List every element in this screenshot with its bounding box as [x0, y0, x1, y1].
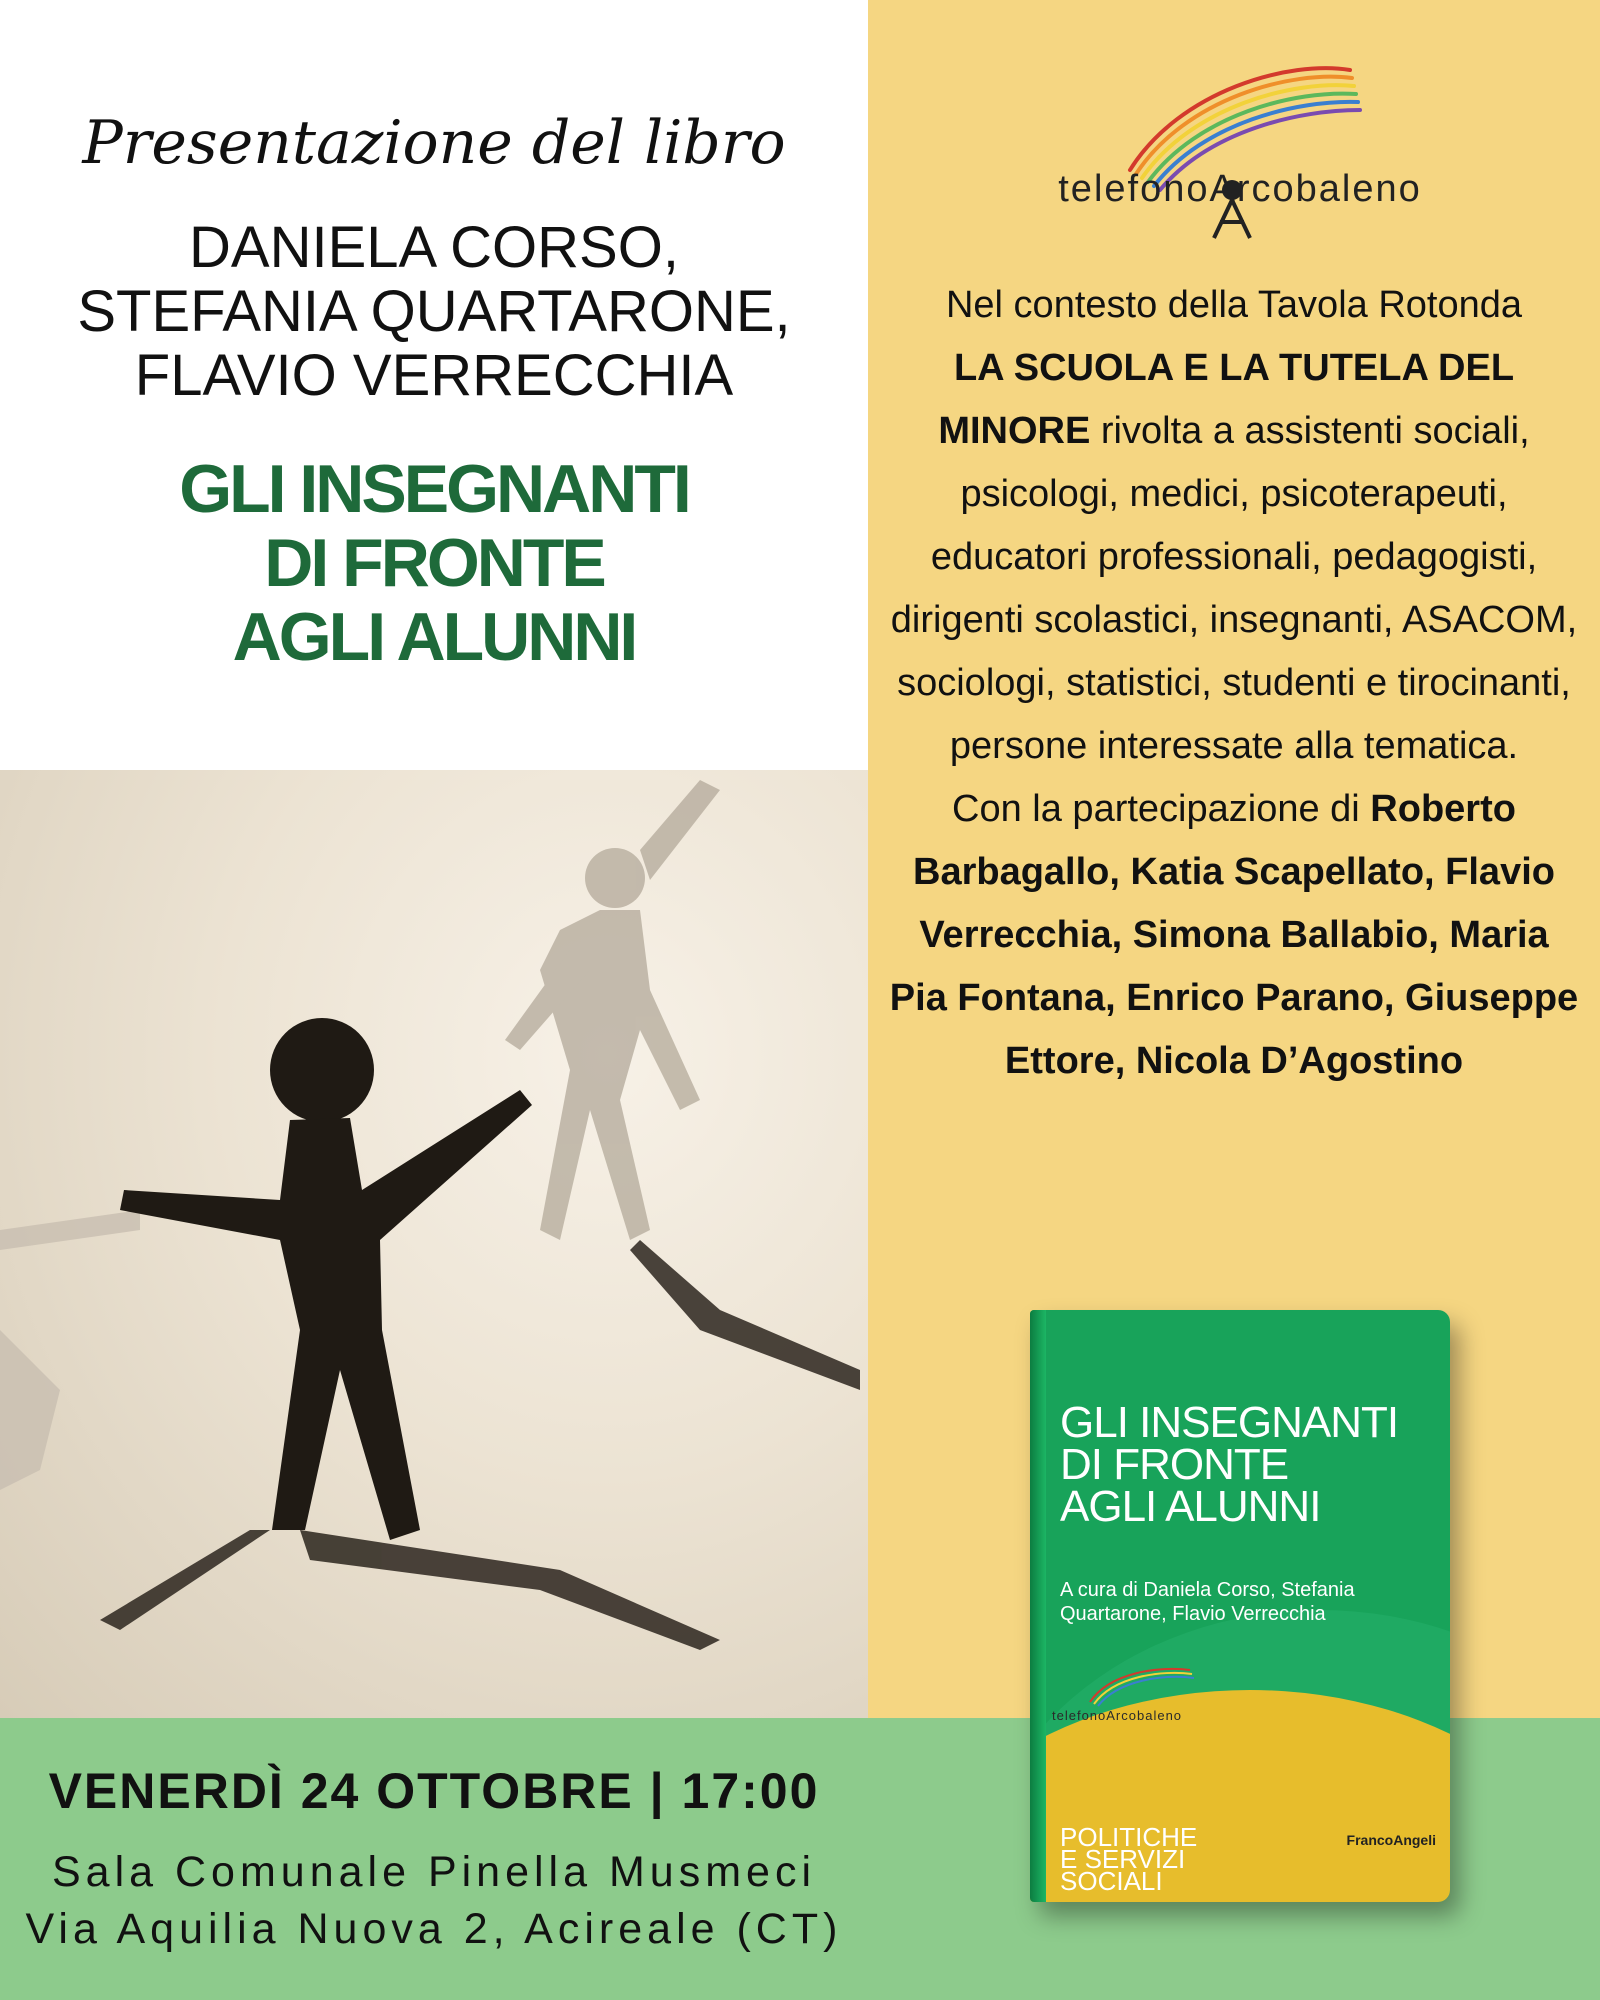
book-cover-title-line: DI FRONTE [1060, 1440, 1289, 1489]
book-cover-title [1060, 1398, 1440, 1531]
author-line: FLAVIO VERRECCHIA [134, 343, 734, 408]
venue-name: Sala Comunale Pinella Musmeci [51, 1848, 816, 1896]
book-cover-title-line: AGLI ALUNNI [1060, 1482, 1321, 1531]
presentation-subtitle: Presentazione del libro [82, 108, 786, 178]
book-cover-publisher: FrancoAngeli [1346, 1832, 1436, 1848]
book-cover-title-line: GLI INSEGNANTI [1060, 1398, 1399, 1447]
book-cover-logo-icon [1070, 1662, 1210, 1712]
event-date-time: VENERDÌ 24 OTTOBRE | 17:00 [48, 1763, 820, 1819]
book-title-line: AGLI ALUNNI [232, 599, 636, 675]
paper-people-illustration [0, 770, 868, 1718]
book-cover-logo-text: telefonoArcobaleno [1052, 1708, 1183, 1723]
book-cover-curators: A cura di Daniela Corso, Stefania Quartarone, Flavio Verrecchia [1060, 1579, 1355, 1625]
series-line: E SERVIZI [1060, 1844, 1186, 1874]
book-cover [1030, 1310, 1450, 1902]
venue-address: Via Aquilia Nuova 2, Acireale (CT) [25, 1905, 843, 1953]
participants-list: Roberto Barbagallo, Katia Scapellato, Flavio Verrecchia, Simona Ballabio, Maria Pia Fontana, Enrico Parano, Giuseppe Ettore, Nicola D’Agostino [889, 788, 1579, 1082]
book-spine [1030, 1310, 1046, 1902]
book-title [0, 452, 868, 674]
rainbow-person-logo [1030, 50, 1450, 250]
dark-paper-figure [120, 1018, 532, 1540]
author-line: DANIELA CORSO, [189, 215, 679, 280]
series-line: POLITICHE [1060, 1822, 1198, 1852]
paper-people-photo [0, 770, 868, 1718]
logo-text: telefonoArcobaleno [1058, 168, 1422, 210]
series-line: SOCIALI [1060, 1866, 1163, 1896]
event-venue [0, 1844, 868, 1958]
book-authors [0, 216, 868, 408]
audience-text: rivolta a assistenti sociali, psicologi, medici, psicoterapeuti, educatori professionali, pedagogisti, dirigenti scolastici, insegnanti, ASACOM, sociologi, statistici, studenti e tirocinanti, persone interessate alla tematica. [890, 410, 1578, 767]
participation-intro: Con la partecipazione di [952, 788, 1360, 830]
intro-text: Nel contesto della Tavola Rotonda [945, 284, 1522, 326]
book-cover-series [1060, 1822, 1260, 1896]
event-name: LA SCUOLA E LA TUTELA DEL MINORE [938, 347, 1515, 452]
event-description [886, 274, 1582, 1093]
author-line: STEFANIA QUARTARONE, [77, 279, 791, 344]
book-title-line: GLI INSEGNANTI [179, 451, 689, 527]
book-title-line: DI FRONTE [264, 525, 604, 601]
